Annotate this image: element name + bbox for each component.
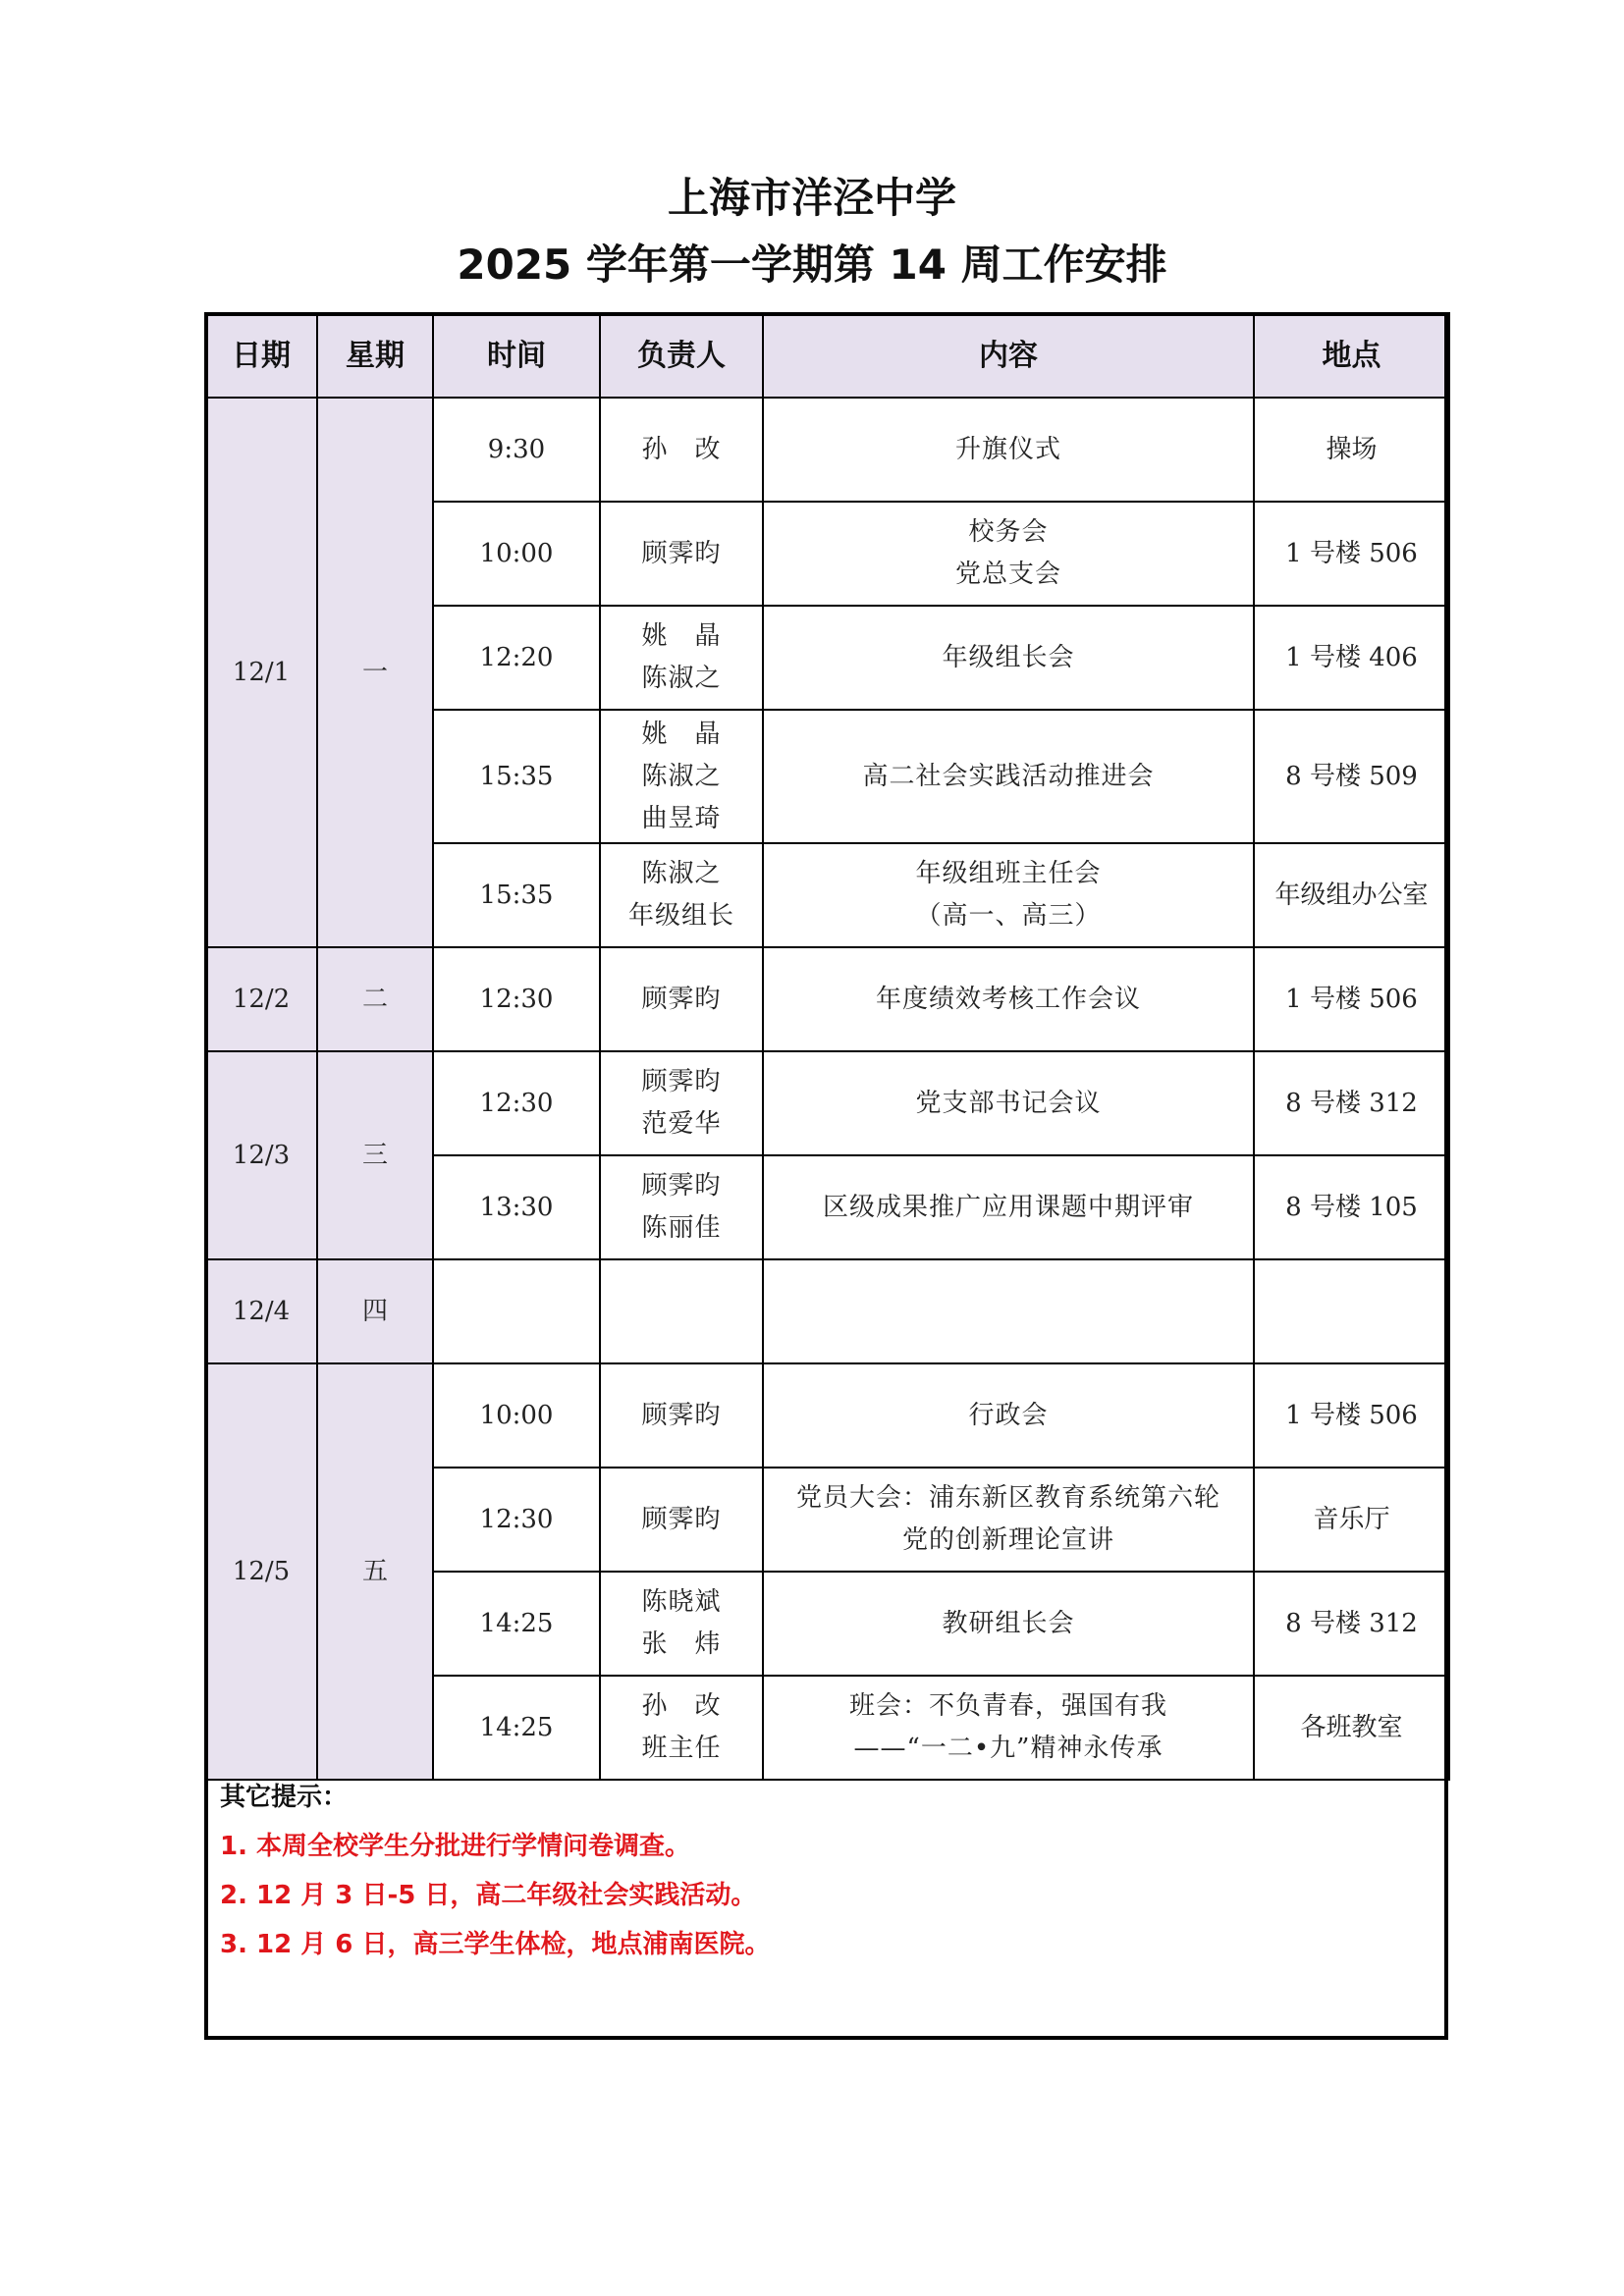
content-line: 年度绩效考核工作会议 [875,984,1141,1014]
notes-heading: 其它提示： [220,1783,349,1812]
place-cell: 1 号楼 506 [1254,947,1449,1051]
school-title: 上海市洋泾中学 [667,174,956,222]
owner-name: 顾霁昀 [641,1504,722,1534]
content-line: 行政会 [968,1400,1049,1430]
schedule-title: 2025 学年第一学期第 14 周工作安排 [457,240,1167,289]
owner-name: 班主任 [641,1734,722,1763]
place-cell: 年级组办公室 [1254,843,1449,947]
header-weekday: 星期 [317,313,433,398]
content-line: 党员大会：浦东新区教育系统第六轮 [795,1483,1220,1513]
content-line: （高一、高三） [915,901,1102,931]
owner-name: 孙 改 [641,434,722,464]
content-line: 党的创新理论宣讲 [901,1525,1114,1555]
owner-name: 陈淑之 [641,761,722,791]
content-line: 教研组长会 [942,1608,1075,1638]
place-cell: 8 号楼 105 [1254,1155,1449,1259]
content-line: 党支部书记会议 [915,1088,1102,1118]
time-cell: 12:20 [433,606,600,710]
place-cell: 1 号楼 506 [1254,502,1449,606]
time-cell: 14:25 [433,1572,600,1676]
weekday-cell: 五 [317,1363,433,1780]
owner-name: 姚 晶 [641,719,722,749]
note-item: 1. 本周全校学生分批进行学情问卷调查。 [220,1832,691,1861]
place-cell: 8 号楼 312 [1254,1572,1449,1676]
content-line: 区级成果推广应用课题中期评审 [822,1192,1194,1222]
place-cell: 各班教室 [1254,1676,1449,1780]
place-cell: 1 号楼 506 [1254,1363,1449,1468]
date-cell: 12/4 [205,1259,317,1363]
date-cell: 12/5 [205,1363,317,1780]
place-cell: 操场 [1254,398,1449,502]
weekday-cell: 二 [317,947,433,1051]
content-line: 班会：不负青春，强国有我 [848,1691,1167,1721]
weekday-cell: 四 [317,1259,433,1363]
time-cell: 10:00 [433,1363,600,1468]
content-line: ——“一二•九”精神永传承 [853,1734,1164,1763]
owner-name: 年级组长 [627,901,734,931]
date-cell: 12/1 [205,398,317,947]
date-cell: 12/2 [205,947,317,1051]
time-cell: 13:30 [433,1155,600,1259]
time-cell: 12:30 [433,1051,600,1155]
owner-name: 顾霁昀 [641,538,722,568]
time-cell: 12:30 [433,1468,600,1572]
place-cell: 8 号楼 509 [1254,710,1449,843]
owner-name: 姚 晶 [641,621,722,651]
time-cell: 12:30 [433,947,600,1051]
time-cell: 9:30 [433,398,600,502]
note-item: 2. 12 月 3 日-5 日，高二年级社会实践活动。 [220,1881,757,1910]
time-cell: 10:00 [433,502,600,606]
note-item: 3. 12 月 6 日，高三学生体检，地点浦南医院。 [220,1930,771,1959]
place-cell: 8 号楼 312 [1254,1051,1449,1155]
time-cell: 15:35 [433,710,600,843]
content-line: 党总支会 [954,560,1061,589]
owner-name: 孙 改 [641,1691,722,1721]
owner-name: 范爱华 [641,1109,722,1139]
owner-name: 陈晓斌 [641,1587,722,1617]
time-cell: 14:25 [433,1676,600,1780]
date-cell: 12/3 [205,1051,317,1259]
notes-section [220,1773,1428,1969]
content-line: 高二社会实践活动推进会 [862,761,1155,791]
header-place: 地点 [1254,313,1449,398]
owner-name: 顾霁昀 [641,1067,722,1096]
owner-name: 张 炜 [641,1629,722,1659]
time-cell: 15:35 [433,843,600,947]
owner-name: 陈丽佳 [641,1213,722,1243]
weekday-cell: 三 [317,1051,433,1259]
content-line: 校务会 [968,517,1049,547]
owner-name: 顾霁昀 [641,1400,722,1430]
header-date: 日期 [205,313,317,398]
owner-name: 陈淑之 [641,859,722,888]
owner-name: 顾霁昀 [641,1171,722,1201]
content-line: 年级组长会 [942,642,1075,672]
header-time: 时间 [433,313,600,398]
owner-name: 顾霁昀 [641,984,722,1014]
content-line: 升旗仪式 [954,434,1061,464]
owner-name: 陈淑之 [641,664,722,693]
header-content: 内容 [763,313,1254,398]
place-cell: 音乐厅 [1254,1468,1449,1572]
content-line: 年级组班主任会 [915,859,1102,888]
weekday-cell: 一 [317,398,433,947]
header-owner: 负责人 [600,313,763,398]
owner-name: 曲昱琦 [641,803,722,833]
place-cell: 1 号楼 406 [1254,606,1449,710]
